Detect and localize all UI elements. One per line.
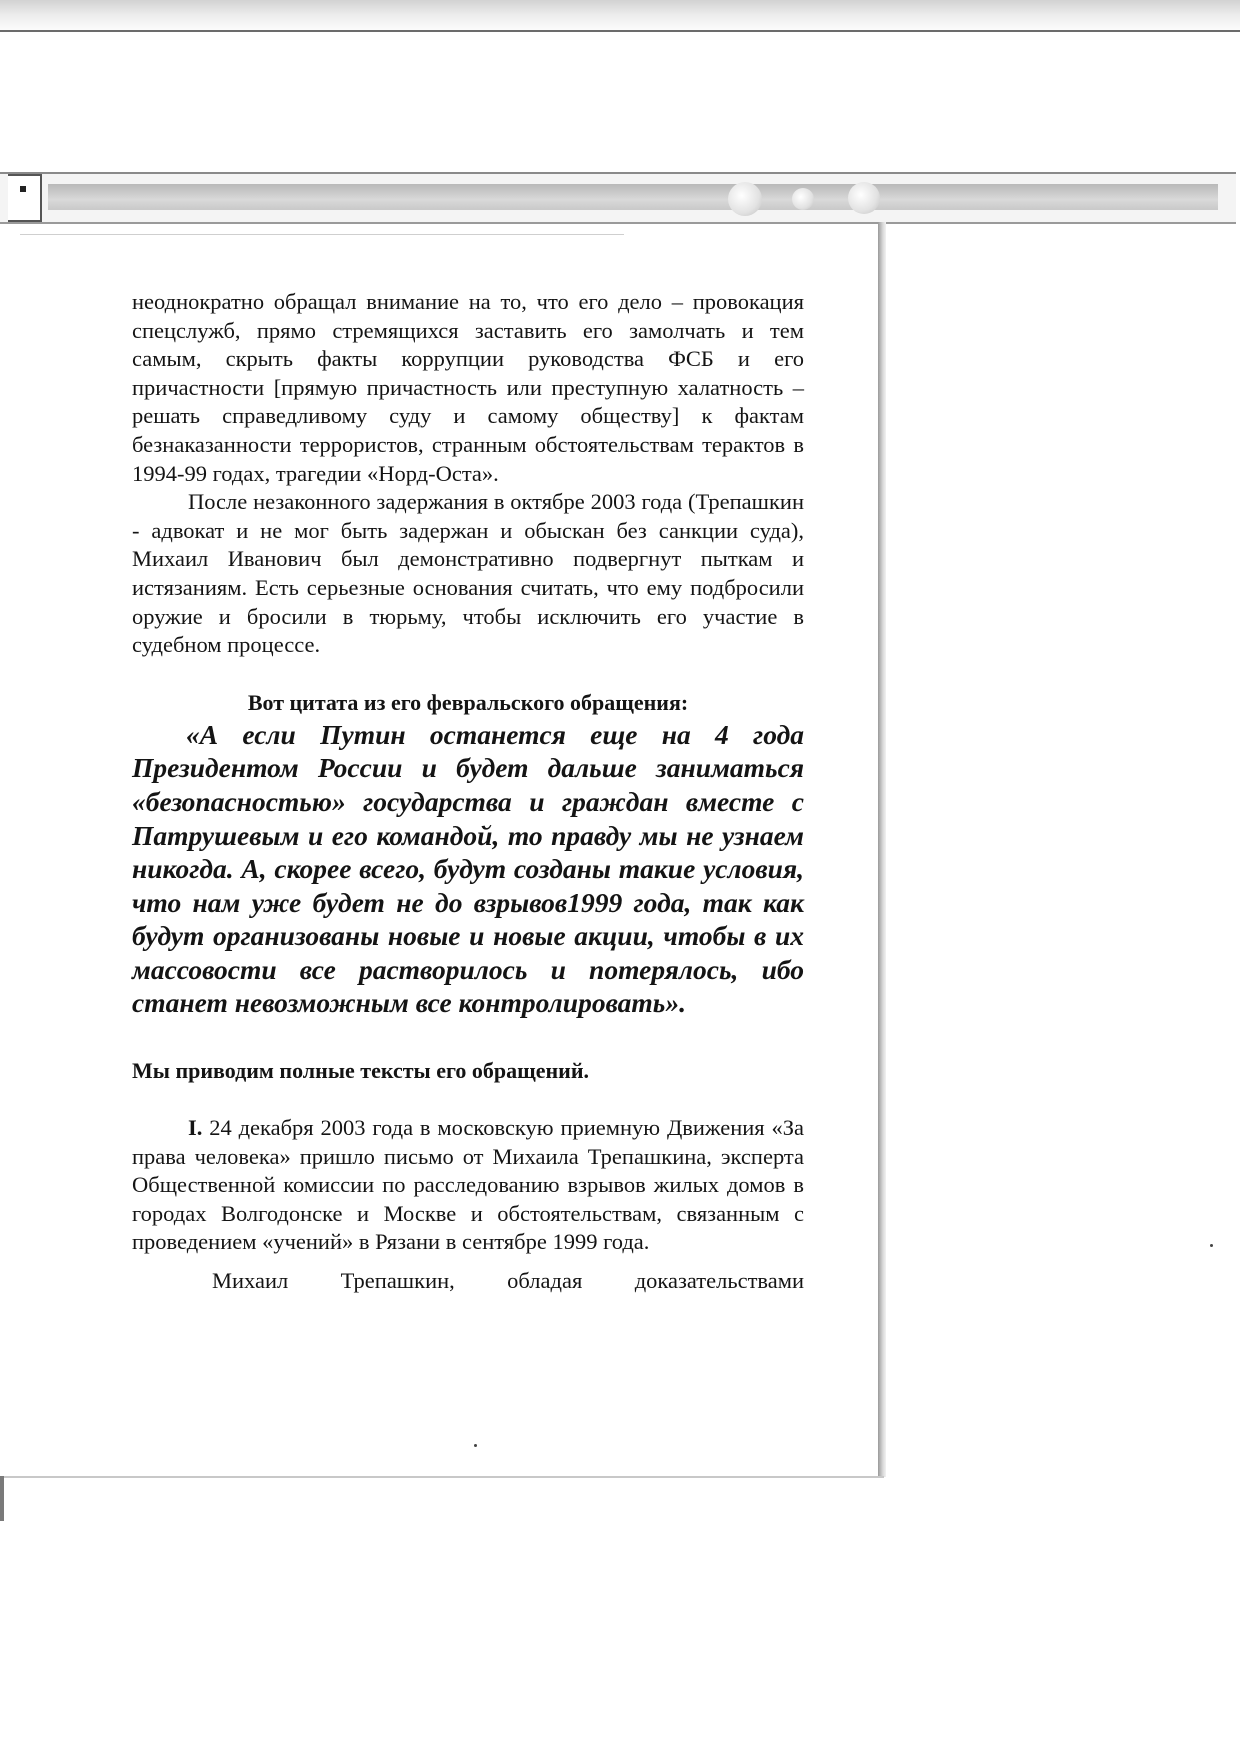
page-edge-shadow [878, 222, 886, 1477]
paragraph-continuation: неоднократно обращал внимание на то, что его дело – провокация спецслужб, прямо стремящихся заставить его замолчать и тем самым, скрыть факты коррупции руководства ФСБ и его причастности [прямую причастность или преступную халатность – решать справедливому суду и самому обществу] к фактам безнаказанности террористов, странным обстоятельствам терактов в 1994-99 годах, трагедии «Норд-Оста». [132, 289, 804, 486]
document-body [132, 288, 804, 1296]
page-left-edge [0, 1476, 4, 1521]
section-numeral: I. [188, 1115, 203, 1141]
scan-speck [1210, 1244, 1213, 1247]
quote-intro: Вот цитата из его февральского обращения: [247, 689, 689, 715]
section-text: 24 декабря 2003 года в московскую приемную Движения «За права человека» пришло письмо от Михаила Трепашкина, эксперта Общественной комиссии по расследованию взрывов жилых домов в городах Волгодонске и Москве и обстоятельствам, связанным с проведением «учений» в Рязани в сентябре 1999 года. [132, 1115, 804, 1255]
scan-speck [474, 1444, 477, 1447]
binder-ring-icon [792, 188, 814, 210]
quote-block: «А если Путин останется еще на 4 года Президентом России и будет дальше заниматься «безопасностью» государства и граждан вместе с Патрушевым и его командой, то правду мы не узнаем никогда. А, скорее всего, будут созданы такие условия, что нам уже будет не до взрывов1999 года, так как будут организованы новые и новые акции, чтобы в их массовости все растворилось и потерялось, ибо станет невозможным все контролировать». [132, 718, 804, 1019]
binder-dot [20, 186, 26, 192]
binder-tab [8, 174, 42, 222]
scan-top-edge [0, 0, 1240, 34]
paragraph-detention: После незаконного задержания в октябре 2003 года (Трепашкин - адвокат и не мог быть задержан и обыскан без санкции суда), Михаил Иванович был демонстративно подвергнут пыткам и истязаниям. Есть серьезные основания считать, что ему подбросили оружие и бросили в тюрьму, чтобы исключить его участие в судебном процессе. [132, 489, 804, 658]
section-paragraph [132, 1114, 804, 1257]
scan-top-edge-line [0, 30, 1240, 32]
subheading: Мы приводим полные тексты его обращений. [132, 1058, 590, 1084]
binder-ring-icon [728, 182, 762, 216]
binder-bar [48, 184, 1218, 210]
binder-ring-icon [848, 182, 880, 214]
final-line: Михаил Трепашкин, обладая доказательствами [212, 1268, 804, 1294]
binder-strip [0, 172, 1236, 224]
page-bottom-edge [0, 1476, 884, 1478]
faint-rule [20, 234, 624, 235]
